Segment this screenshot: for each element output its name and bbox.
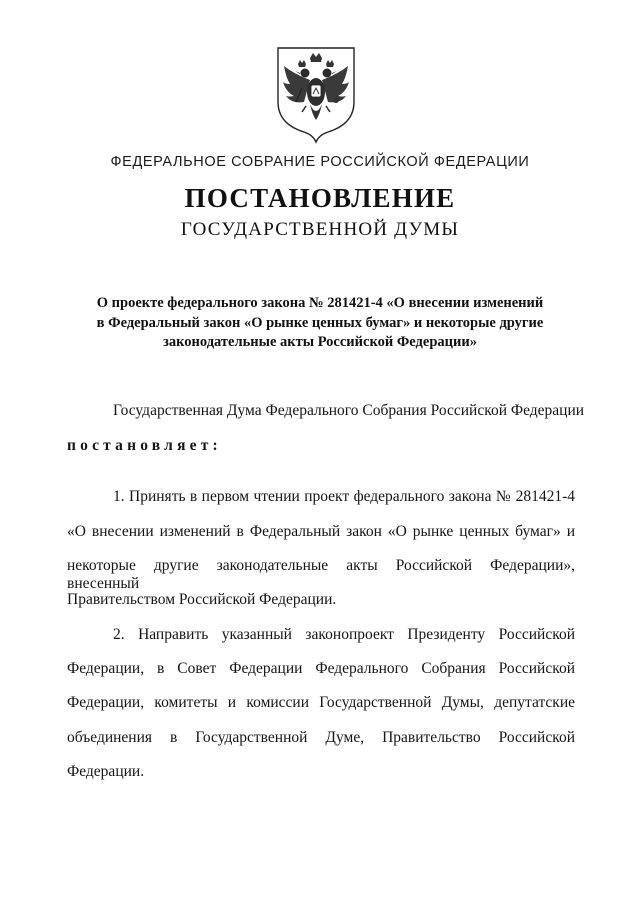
- paragraph-2-line: Федерации, комитеты и комиссии Государственной Думы, депутатские: [67, 694, 575, 711]
- subject-line: законодательные акты Российской Федерации»: [163, 334, 477, 350]
- paragraph-1-line: 1. Принять в первом чтении проект федерального закона № 281421-4: [113, 488, 575, 505]
- subject-line: в Федеральный закон «О рынке ценных бумаг» и некоторые другие: [96, 314, 544, 331]
- document-type-title: ПОСТАНОВЛЕНИЕ: [184, 183, 456, 213]
- resolution-subject: [80, 294, 560, 353]
- organization-name: ФЕДЕРАЛЬНОЕ СОБРАНИЕ РОССИЙСКОЙ ФЕДЕРАЦИИ: [110, 154, 530, 170]
- paragraph-1-line: некоторые другие законодательные акты Российской Федерации», внесенный: [67, 557, 575, 592]
- paragraph-2-line: Федерации.: [67, 763, 145, 780]
- paragraph-2-line: объединения в Государственной Думе, Правительство Российской: [67, 729, 575, 746]
- paragraph-1-line: «О внесении изменений в Федеральный закон «О рынке ценных бумаг» и: [67, 523, 575, 540]
- subject-line: О проекте федерального закона № 281421-4 «О внесении изменений: [96, 295, 544, 311]
- paragraph-2-line: 2. Направить указанный законопроект Президенту Российской: [113, 626, 575, 643]
- paragraph-2-line: Федерации, в Совет Федерации Федерального Собрания Российской: [67, 660, 575, 677]
- russian-coat-of-arms-icon: [272, 44, 360, 144]
- resolves-word: постановляет:: [67, 437, 222, 454]
- issuing-body: ГОСУДАРСТВЕННОЙ ДУМЫ: [180, 219, 460, 240]
- preamble: Государственная Дума Федерального Собрания Российской Федерации: [113, 402, 585, 419]
- paragraph-1-line: Правительством Российской Федерации.: [67, 591, 337, 608]
